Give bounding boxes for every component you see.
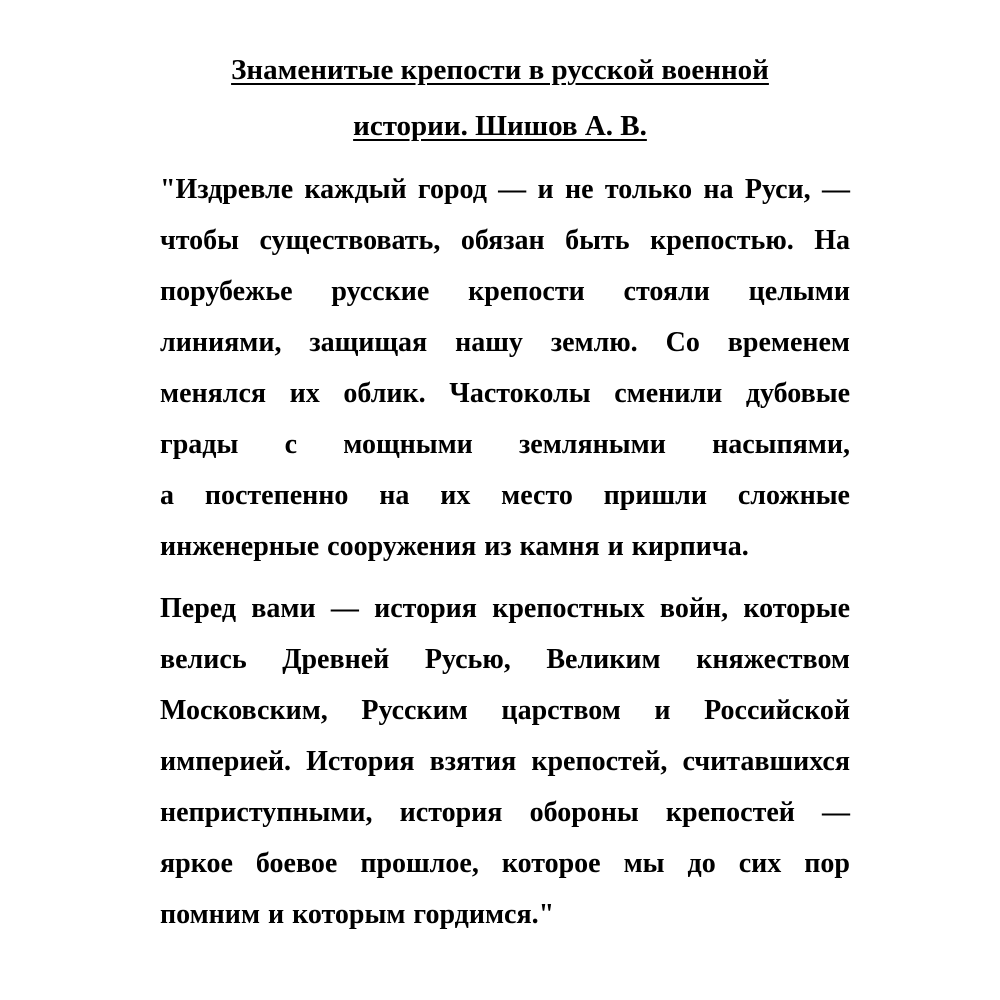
paragraph-1-line-6: грады с мощными земляными насыпями,	[160, 429, 850, 460]
title-line-1: Знаменитые крепости в русской военной	[231, 54, 769, 86]
paragraph-1-line-3: порубежье русские крепости стояли целыми	[160, 276, 850, 307]
paragraph-1-line-2: чтобы существовать, обязан быть крепостью. На	[160, 225, 850, 256]
paragraph-2-line-5: неприступными, история обороны крепостей —	[160, 797, 850, 828]
title-line-2: истории. Шишов А. В.	[353, 110, 647, 142]
document-title	[150, 42, 850, 154]
paragraph-1	[160, 164, 850, 572]
paragraph-2	[160, 583, 850, 940]
paragraph-2-line-1: Перед вами — история крепостных войн, которые	[160, 593, 850, 624]
paragraph-2-line-4: империей. История взятия крепостей, считавшихся	[160, 746, 850, 777]
paragraph-2-line-7: помним и которым гордимся."	[160, 899, 555, 930]
paragraph-2-line-6: яркое боевое прошлое, которое мы до сих пор	[160, 848, 850, 879]
paragraph-1-line-1: "Издревле каждый город — и не только на Руси, —	[160, 174, 850, 205]
paragraph-1-line-7: а постепенно на их место пришли сложные	[160, 480, 850, 511]
paragraph-1-line-4: линиями, защищая нашу землю. Со временем	[160, 327, 850, 358]
paragraph-2-line-2: велись Древней Русью, Великим княжеством	[160, 644, 850, 675]
paragraph-1-line-8: инженерные сооружения из камня и кирпича.	[160, 531, 749, 562]
paragraph-2-line-3: Московским, Русским царством и Российской	[160, 695, 850, 726]
paragraph-1-line-5: менялся их облик. Частоколы сменили дубовые	[160, 378, 850, 409]
